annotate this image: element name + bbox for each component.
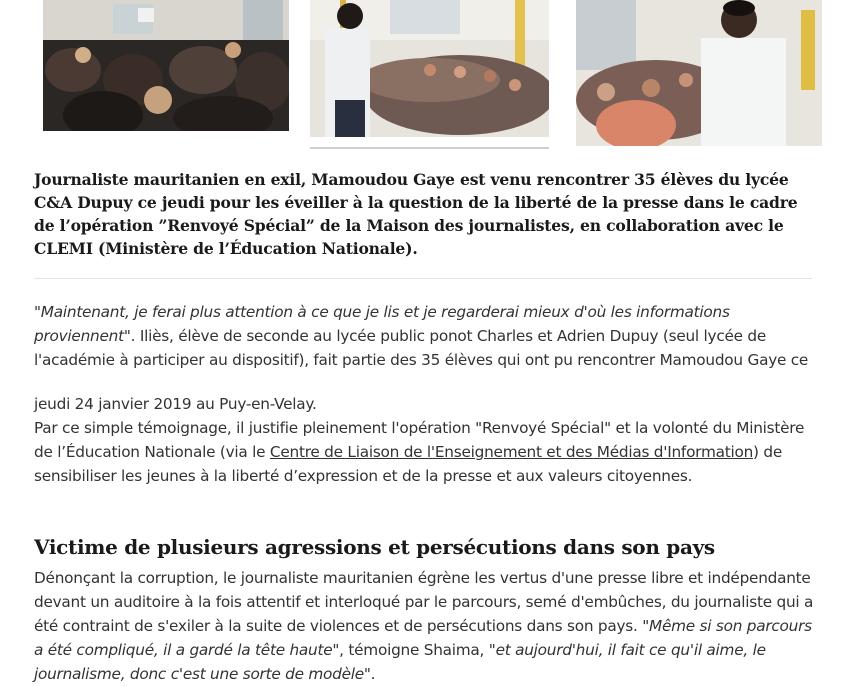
quote-mark: " — [34, 303, 41, 321]
student-quote: et aujourd'hui, il fait ce qu'il aime, le journalisme, donc c'est une sorte de modèle — [34, 641, 766, 683]
clemi-link[interactable]: Centre de Liaison de l'Enseignement et des Médias d'Information — [269, 443, 754, 461]
photo-classroom-presentation — [43, 0, 289, 131]
student-quote: Même si son parcours a été compliqué, il a gardé la tête haute — [34, 617, 812, 659]
photo-speaker-back-view — [310, 0, 549, 137]
photo-speaker-portrait — [576, 0, 822, 146]
section-heading: Victime de plusieurs agressions et persécutions dans son pays — [34, 535, 715, 559]
paragraph-text: ". Iliès, élève de seconde au lycée public ponot Charles et Adrien Dupuy (seul lycée de l'académie à participer au dispositif), fait partie des 35 élèves qui ont pu rencontrer Mamoudou Gaye ce — [34, 327, 809, 369]
student-quote: Maintenant, je ferai plus attention à ce que je lis et je regarderai mieux d'où les informations proviennent — [34, 303, 730, 345]
paragraph-text: ) de sensibiliser les jeunes à la liberté d’expression et de la presse et aux valeurs citoyennes. — [34, 443, 782, 485]
divider — [34, 278, 812, 279]
paragraph-text: ". — [363, 665, 376, 683]
paragraph-text: Dénonçant la corruption, le journaliste mauritanien égrène les vertus d'une presse libre et indépendante devant un auditoire à la fois attentif et interloqué par le parcours, semé d'embûches, du journaliste qui a été contraint de s'exiler à la suite de violences et de persécutions dans son pays. " — [34, 569, 814, 635]
date-line: jeudi 24 janvier 2019 au Puy-en-Velay. — [34, 395, 317, 413]
article-paragraph-intro — [34, 300, 824, 372]
article-lead: Journaliste mauritanien en exil, Mamoudou Gaye est venu rencontrer 35 élèves du lycée C&A Dupuy ce jeudi pour les éveiller à la question de la liberté de la presse dans le cadre de l’opération ”Renvoyé Spécial” de la Maison des journalistes, en collaboration avec le CLEMI (Ministère de l’Éducation Nationale). — [34, 170, 798, 258]
article-paragraph-section — [34, 566, 824, 686]
paragraph-text: ", témoigne Shaima, " — [332, 641, 496, 659]
article-paragraph-context — [34, 392, 824, 488]
photo-underline — [310, 147, 549, 149]
paragraph-text: Par ce simple témoignage, il justifie pleinement l'opération "Renvoyé Spécial" et la volonté du Ministère de l’Éducation Nationale (via le — [34, 419, 805, 461]
